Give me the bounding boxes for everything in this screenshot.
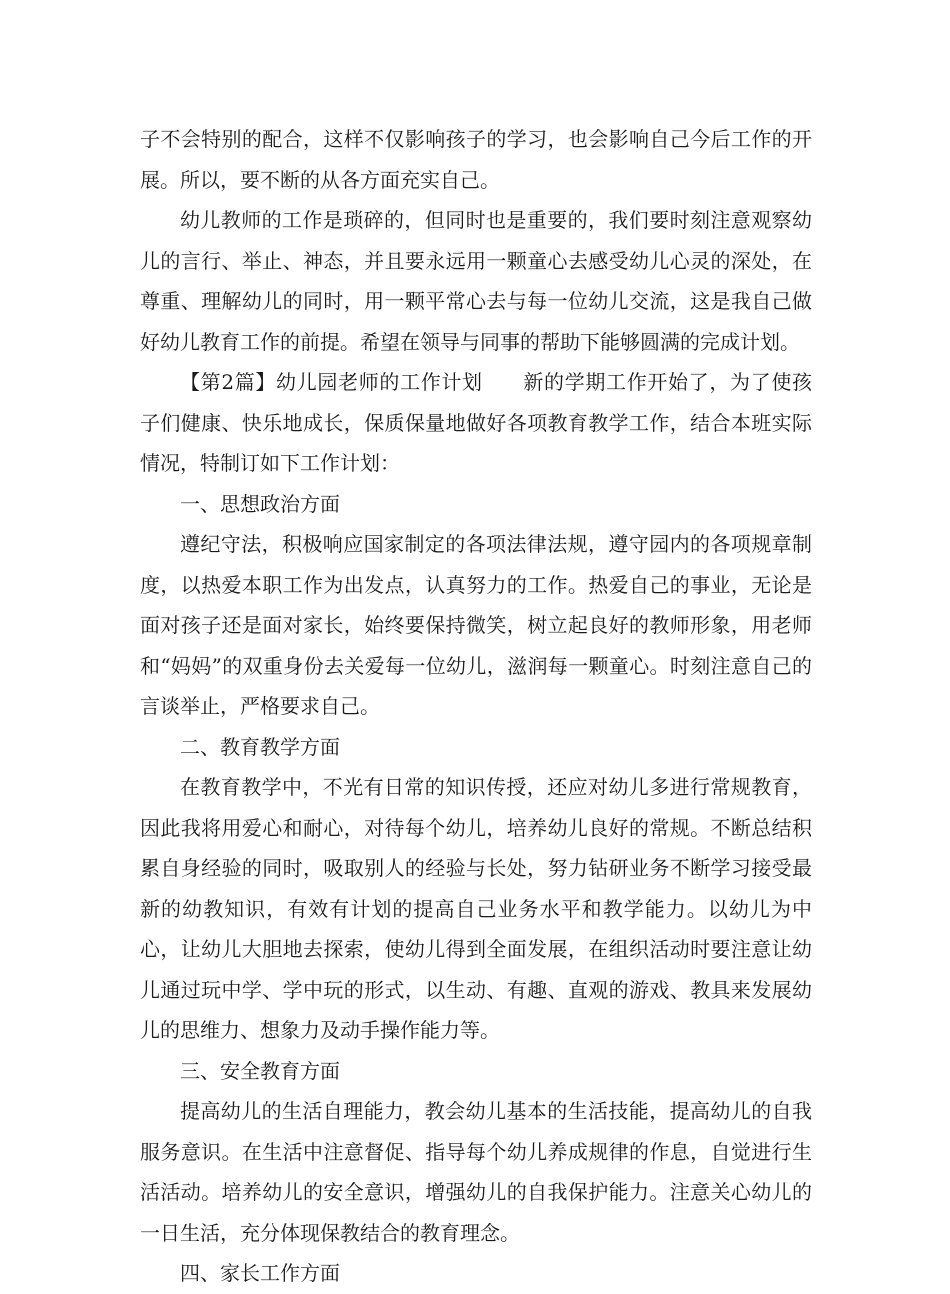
article-2-heading: 【第2篇】幼儿园老师的工作计划 — [180, 370, 483, 394]
section-heading-teaching: 二、教育教学方面 — [180, 734, 340, 759]
paragraph-continuation: 子不会特别的配合，这样不仅影响孩子的学习，也会影响自己今后工作的开展。所以，要不断的从各方面充实自己。 — [140, 127, 812, 192]
section-heading-ideology: 一、思想政治方面 — [180, 491, 340, 516]
section-heading-safety: 三、安全教育方面 — [180, 1058, 340, 1083]
paragraph-article-2-intro — [140, 362, 812, 484]
section-heading-parents: 四、家长工作方面 — [180, 1261, 340, 1285]
document-body — [140, 119, 812, 1294]
paragraph-safety: 提高幼儿的生活自理能力，教会幼儿基本的生活技能，提高幼儿的自我服务意识。在生活中注意督促、指导每个幼儿养成规律的作息，自觉进行生活活动。培养幼儿的安全意识，增强幼儿的自我保护能力。注意关心幼儿的一日生活，充分体现保教结合的教育理念。 — [140, 1099, 812, 1245]
article-2-intro-text: 新的学期工作开始了，为了使孩子们健康、快乐地成长，保质保量地做好各项教育教学工作，结合本班实际情况，特制订如下工作计划： — [140, 370, 813, 475]
paragraph-ideology: 遵纪守法，积极响应国家制定的各项法律法规，遵守园内的各项规章制度，以热爱本职工作为出发点，认真努力的工作。热爱自己的事业，无论是面对孩子还是面对家长，始终要保持微笑，树立起良好的教师形象，用老师和“妈妈”的双重身份去关爱每一位幼儿，滋润每一颗童心。时刻注意自己的言谈举止，严格要求自己。 — [140, 532, 812, 718]
paragraph-teacher-work: 幼儿教师的工作是琐碎的，但同时也是重要的，我们要时刻注意观察幼儿的言行、举止、神态，并且要永远用一颗童心去感受幼儿心灵的深处，在尊重、理解幼儿的同时，用一颗平常心去与每一位幼儿交流，这是我自己做好幼儿教育工作的前提。希望在领导与同事的帮助下能够圆满的完成计划。 — [140, 208, 812, 354]
paragraph-teaching: 在教育教学中，不光有日常的知识传授，还应对幼儿多进行常规教育，因此我将用爱心和耐心，对待每个幼儿，培养幼儿良好的常规。不断总结积累自身经验的同时，吸取别人的经验与长处，努力钻研业务不断学习接受最新的幼教知识，有效有计划的提高自己业务水平和教学能力。以幼儿为中心，让幼儿大胆地去探索，使幼儿得到全面发展，在组织活动时要注意让幼儿通过玩中学、学中玩的形式，以生动、有趣、直观的游戏、教具来发展幼儿的思维力、想象力及动手操作能力等。 — [140, 775, 812, 1042]
